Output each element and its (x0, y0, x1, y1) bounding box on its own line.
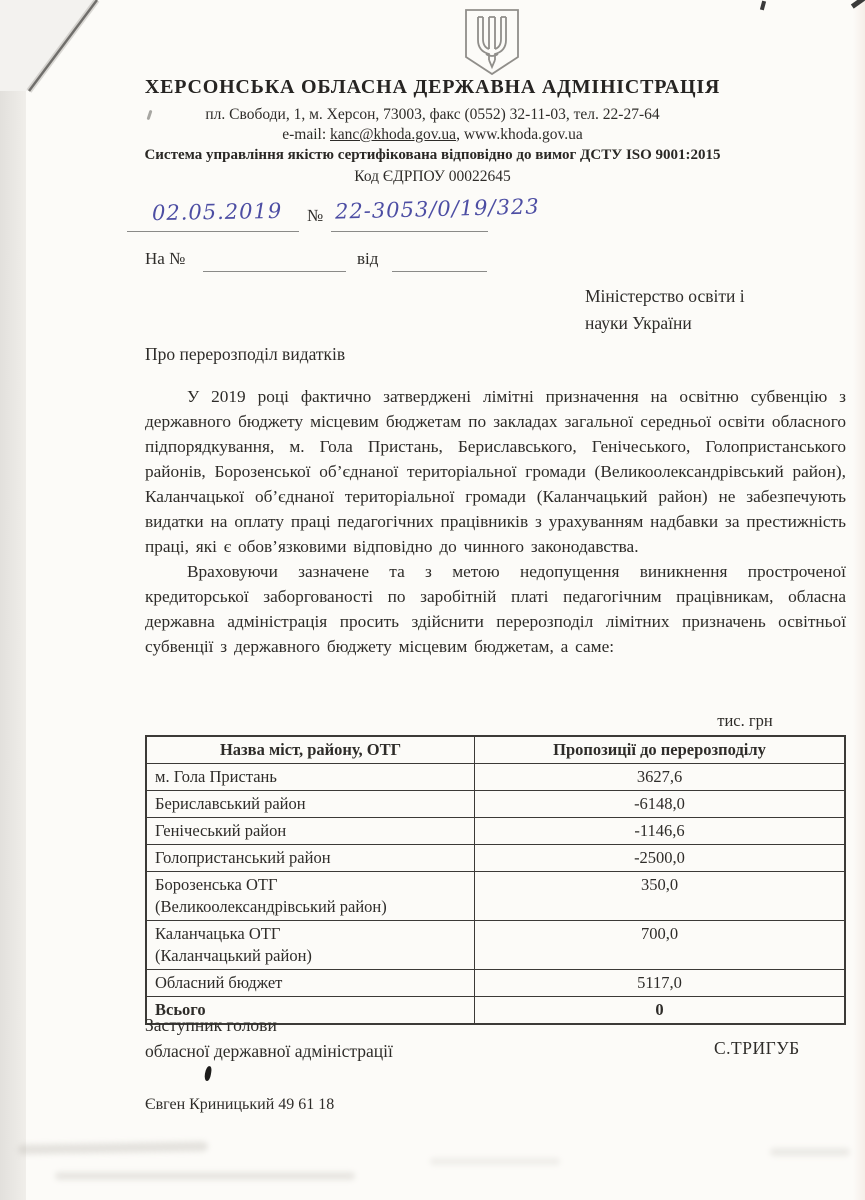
executor-contact-line: Євген Криницький 49 61 18 (145, 1096, 335, 1113)
row-name: Бериславський район (146, 791, 475, 818)
organization-address: пл. Свободи, 1, м. Херсон, 73003, факс (0552) 32-11-03, тел. 22-27-64 (205, 106, 660, 123)
handwritten-date: 02.05.2019 (151, 198, 283, 226)
subject-line: Про перерозподіл видатків (145, 344, 346, 364)
scan-speck (760, 1, 766, 11)
row-value: -1146,6 (475, 818, 845, 845)
row-name: м. Гола Пристань (146, 764, 475, 791)
reply-date-blank-line (392, 271, 487, 272)
ukraine-trident-emblem-icon (464, 8, 520, 76)
handwritten-number: 22-3053/0/19/323 (334, 194, 540, 224)
edrpou-code-line: Код ЄДРПОУ 00022645 (354, 168, 511, 185)
row-name-line2: (Каланчацький район) (155, 946, 312, 965)
reply-date-label: від (357, 249, 379, 268)
table-row (146, 845, 845, 872)
email-link[interactable]: kanc@khoda.gov.ua (330, 126, 457, 143)
scan-smudge (55, 1172, 355, 1180)
table-row (146, 872, 845, 921)
organization-title: ХЕРСОНСЬКА ОБЛАСНА ДЕРЖАВНА АДМІНІСТРАЦІЯ (144, 76, 721, 98)
column-header-name: Назва міст, району, ОТГ (146, 736, 475, 764)
letter-body (145, 384, 846, 659)
row-value: 350,0 (475, 872, 845, 921)
total-value: 0 (475, 997, 845, 1025)
row-value: 5117,0 (475, 970, 845, 997)
row-name (146, 872, 475, 921)
table-row (146, 818, 845, 845)
row-value: -6148,0 (475, 791, 845, 818)
reallocation-table (145, 735, 846, 1025)
website-text: , www.khoda.gov.ua (456, 126, 583, 143)
row-name-line1: Каланчацька ОТГ (155, 924, 281, 943)
signer-position-line1: Заступник голови (145, 1015, 277, 1035)
row-name-line1: Борозенська ОТГ (155, 875, 278, 894)
row-value: 700,0 (475, 921, 845, 970)
row-name: Голопристанський район (146, 845, 475, 872)
table-row (146, 791, 845, 818)
table-row (146, 970, 845, 997)
number-blank-line (331, 231, 488, 232)
scan-smudge (430, 1158, 560, 1165)
signer-name: С.ТРИГУБ (714, 1038, 800, 1058)
date-blank-line (127, 231, 299, 232)
iso-certification-line: Система управління якістю сертифікована відповідно до вимог ДСТУ ISO 9001:2015 (144, 147, 721, 163)
signer-position-block (145, 1012, 393, 1064)
row-name-line2: (Великоолександрівський район) (155, 897, 387, 916)
recipient-block (585, 283, 825, 337)
reply-number-blank-line (203, 271, 346, 272)
body-paragraph-2: Враховуючи зазначене та з метою недопущення виникнення простроченої кредиторської заборгованості по заробітній платі педагогічним працівникам, обласна державна адміністрація просить здійснити перерозподіл лімітних призначень освітньої субвенції з державного бюджету місцевим бюджетам, а саме: (145, 562, 846, 656)
ink-mark (204, 1066, 212, 1082)
body-paragraph-1: У 2019 році фактично затверджені лімітні призначення на освітню субвенцію з державного бюджету місцевим бюджетам по закладах загальної середньої освіти обласного підпорядкування, м. Гола Пристань, Бериславського, Генічеського, Голопристанського районів, Борозенської об’єднаної територіальної громади (Великоолександрівський район), Каланчацької об’єднаної територіальної громади (Каланчацький район) не забезпечують видатки на оплату праці педагогічних працівників з урахуванням надбавки за престижність праці, які є обов’язковими відповідно до чинного законодавства. (145, 387, 846, 556)
recipient-line1: Міністерство освіти і (585, 286, 745, 306)
row-name (146, 921, 475, 970)
recipient-line2: науки України (585, 313, 692, 333)
table-row (146, 921, 845, 970)
email-label: e-mail: (282, 126, 331, 143)
reply-to-label: На № (145, 249, 186, 268)
total-label: Всього (146, 997, 475, 1025)
row-name: Обласний бюджет (146, 970, 475, 997)
column-header-proposal: Пропозиції до перерозподілу (475, 736, 845, 764)
organization-contacts (0, 126, 865, 144)
row-value: -2500,0 (475, 845, 845, 872)
signer-position-line2: обласної державної адміністрації (145, 1041, 393, 1061)
row-value: 3627,6 (475, 764, 845, 791)
table-row (146, 764, 845, 791)
scan-smudge (770, 1148, 850, 1156)
table-header-row (146, 736, 845, 764)
row-name: Генічеський район (146, 818, 475, 845)
scan-smudge (18, 1141, 208, 1154)
number-label: № (307, 206, 324, 225)
table-units-label: тис. грн (717, 711, 773, 730)
